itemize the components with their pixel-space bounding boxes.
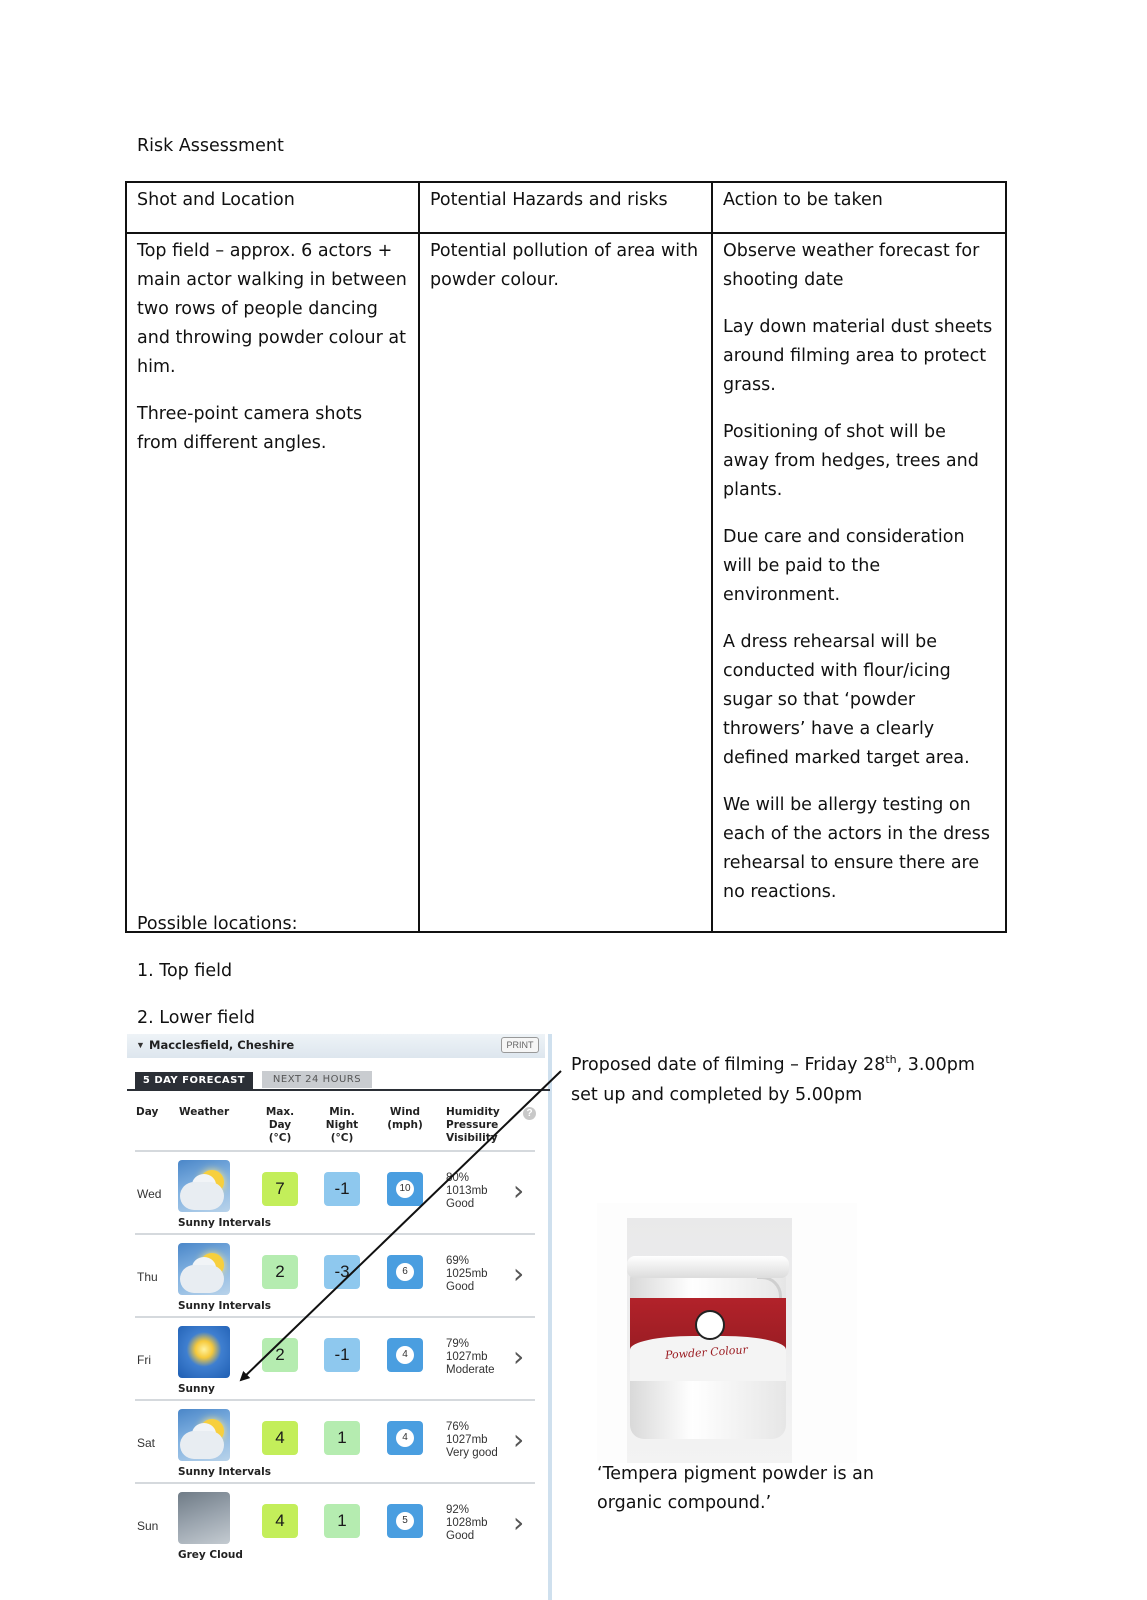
col-header-day: Day	[136, 1106, 159, 1118]
header-line: Min.	[329, 1106, 355, 1118]
col-header-weather: Weather	[179, 1106, 230, 1118]
action-paragraph: Positioning of shot will be away from hedges, trees and plants.	[723, 422, 979, 500]
pressure: 1028mb	[446, 1517, 488, 1529]
max-temp: 4	[262, 1504, 298, 1538]
max-temp: 2	[262, 1255, 298, 1289]
page-heading: Risk Assessment	[137, 136, 284, 156]
chevron-right-icon[interactable]: ›	[513, 1340, 525, 1373]
triangle-down-icon[interactable]: ▼	[136, 1040, 145, 1050]
bucket-photo	[627, 1218, 792, 1463]
day-label: Wed	[137, 1187, 162, 1201]
max-temp: 2	[262, 1338, 298, 1372]
filming-setup-line: set up and completed by 5.00pm	[571, 1085, 863, 1105]
powder-bucket-image	[597, 1203, 857, 1463]
shot-paragraph: Top field – approx. 6 actors + main actor walking in between two rows of people dancing and throwing powder colour at him.	[137, 241, 407, 377]
visibility: Good	[446, 1281, 475, 1293]
wind-speed: 4	[396, 1429, 414, 1447]
tab-next-24-hours[interactable]: NEXT 24 HOURS	[262, 1071, 372, 1088]
chevron-right-icon[interactable]: ›	[513, 1257, 525, 1290]
header-line: (°C)	[330, 1132, 354, 1144]
wind-speed: 5	[396, 1512, 414, 1530]
wind-speed: 4	[396, 1346, 414, 1364]
header-shot-location: Shot and Location	[126, 182, 419, 233]
day-label: Sat	[137, 1436, 156, 1450]
tab-5-day-forecast[interactable]: 5 DAY FORECAST	[135, 1072, 253, 1089]
action-paragraph: A dress rehearsal will be conducted with flour/icing sugar so that ‘powder throwers’ have a clearly defined marked target area.	[723, 632, 970, 768]
locations-title: Possible locations:	[137, 914, 298, 934]
action-paragraph: Lay down material dust sheets around filming area to protect grass.	[723, 317, 993, 395]
ordinal-suffix: th	[885, 1053, 897, 1067]
header-line: (°C)	[268, 1132, 292, 1144]
header-line: Max.	[265, 1106, 295, 1118]
pressure: 1027mb	[446, 1351, 488, 1363]
action-paragraph: Due care and consideration will be paid to the environment.	[723, 527, 965, 605]
visibility: Moderate	[446, 1364, 495, 1376]
wind-speed: 10	[396, 1180, 414, 1198]
header-line: (mph)	[387, 1119, 423, 1131]
chevron-right-icon[interactable]: ›	[513, 1506, 525, 1539]
min-temp: 1	[324, 1421, 360, 1455]
max-temp: 4	[262, 1421, 298, 1455]
max-temp: 7	[262, 1172, 298, 1206]
day-label: Sun	[137, 1519, 159, 1533]
header-line: Night	[325, 1119, 359, 1131]
pressure: 1013mb	[446, 1185, 488, 1197]
humidity: 69%	[446, 1255, 470, 1267]
visibility: Good	[446, 1530, 475, 1542]
arrow-line	[241, 1071, 561, 1380]
filming-date-text: Proposed date of filming – Friday 28	[571, 1055, 886, 1075]
print-button[interactable]: PRINT	[501, 1037, 539, 1053]
header-line: Pressure	[446, 1119, 499, 1131]
min-temp: -1	[324, 1338, 360, 1372]
condition-label: Sunny	[178, 1383, 215, 1395]
product-caption: ‘Tempera pigment powder is an organic compound.’	[597, 1464, 874, 1513]
pressure: 1025mb	[446, 1268, 488, 1280]
header-line: Humidity	[446, 1106, 500, 1118]
filming-time: , 3.00pm	[896, 1055, 975, 1075]
visibility: Good	[446, 1198, 475, 1210]
visibility: Very good	[446, 1447, 498, 1459]
help-icon[interactable]: ?	[523, 1107, 536, 1120]
min-temp: -3	[324, 1255, 360, 1289]
bird-logo-icon	[695, 1310, 725, 1340]
bucket-label-text: Powder Colour	[664, 1343, 749, 1362]
shot-paragraph: Three-point camera shots from different angles.	[137, 404, 363, 453]
location-item: 2. Lower field	[137, 1008, 256, 1028]
hazard-paragraph: Potential pollution of area with powder colour.	[430, 241, 699, 290]
condition-label: Sunny Intervals	[178, 1466, 271, 1478]
header-actions: Action to be taken	[712, 182, 1006, 233]
min-temp: -1	[324, 1172, 360, 1206]
condition-label: Sunny Intervals	[178, 1300, 271, 1312]
humidity: 92%	[446, 1504, 470, 1516]
chevron-right-icon[interactable]: ›	[513, 1423, 525, 1456]
chevron-right-icon[interactable]: ›	[513, 1174, 525, 1207]
humidity: 80%	[446, 1172, 470, 1184]
location-item: 1. Top field	[137, 961, 233, 981]
wind-speed: 6	[396, 1263, 414, 1281]
header-line: Day	[268, 1119, 292, 1131]
header-line: Visibility	[446, 1132, 498, 1144]
condition-label: Sunny Intervals	[178, 1217, 271, 1229]
header-hazards: Potential Hazards and risks	[419, 182, 712, 233]
min-temp: 1	[324, 1504, 360, 1538]
header-line: Wind	[389, 1106, 421, 1118]
bucket-lid	[627, 1256, 789, 1278]
humidity: 79%	[446, 1338, 470, 1350]
condition-label: Grey Cloud	[178, 1549, 243, 1561]
pressure: 1027mb	[446, 1434, 488, 1446]
action-paragraph: We will be allergy testing on each of the actors in the dress rehearsal to ensure there are no reactions.	[723, 795, 990, 902]
action-paragraph: Observe weather forecast for shooting date	[723, 241, 980, 290]
day-label: Fri	[137, 1353, 151, 1367]
day-label: Thu	[137, 1270, 158, 1284]
location-name: Macclesfield, Cheshire	[149, 1038, 295, 1052]
humidity: 76%	[446, 1421, 470, 1433]
